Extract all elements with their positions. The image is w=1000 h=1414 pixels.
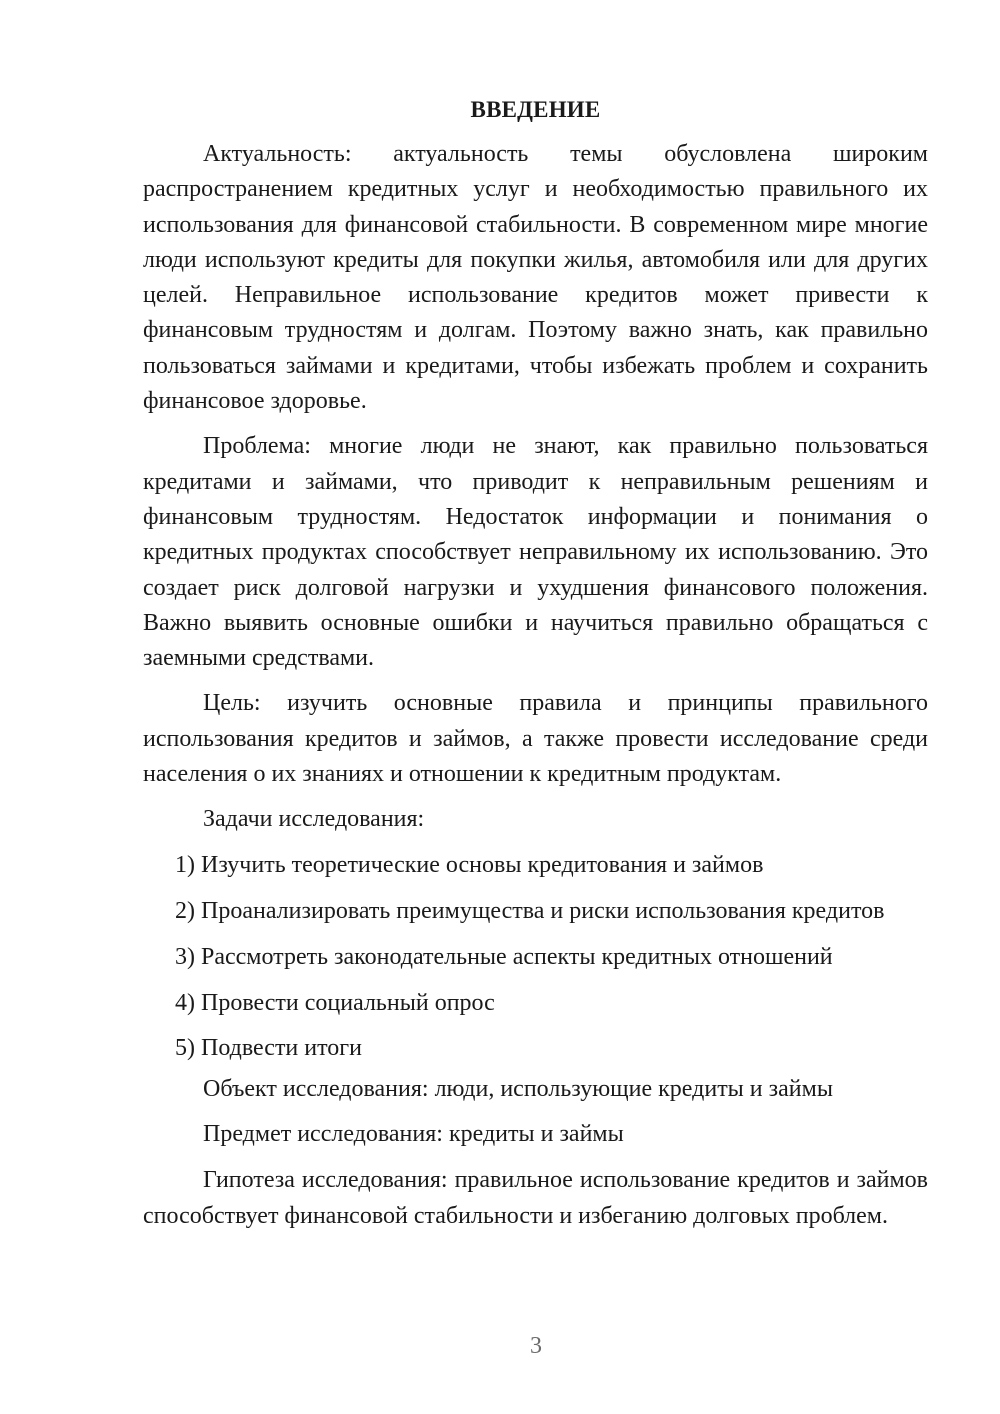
research-subject: Предмет исследования: кредиты и займы	[203, 1121, 624, 1148]
research-object: Объект исследования: люди, использующие кредиты и займы	[203, 1075, 833, 1102]
page-content	[143, 95, 928, 1244]
list-item: 3) Рассмотреть законодательные аспекты кредитных отношений	[175, 943, 833, 970]
hypothesis-paragraph: Гипотеза исследования: правильное использование кредитов и займов способствует финансовой стабильности и избеганию долговых проблем.	[143, 1167, 928, 1229]
list-item: 2) Проанализировать преимущества и риски использования кредитов	[175, 897, 885, 924]
tasks-list	[143, 848, 928, 1066]
tasks-heading: Задачи исследования:	[203, 806, 425, 833]
relevance-paragraph: Актуальность: актуальность темы обусловлена широким распространением кредитных услуг и необходимостью правильного их использования для финансовой стабильности. В современном мире многие люди используют кредиты для покупки жилья, автомобиля или для других целей. Неправильное использование кредитов может привести к финансовым трудностям и долгам. Поэтому важно знать, как правильно пользоваться займами и кредитами, чтобы избежать проблем и сохранить финансовое здоровье.	[143, 141, 928, 415]
list-item: 1) Изучить теоретические основы кредитования и займов	[175, 852, 764, 879]
page-number: 3	[530, 1333, 542, 1359]
section-title: ВВЕДЕНИЕ	[470, 97, 601, 122]
goal-paragraph: Цель: изучить основные правила и принципы правильного использования кредитов и займов, а также провести исследование среди населения о их знаниях и отношении к кредитным продуктам.	[143, 690, 928, 788]
list-item: 4) Провести социальный опрос	[175, 989, 495, 1016]
list-item: 5) Подвести итоги	[175, 1035, 362, 1062]
problem-paragraph: Проблема: многие люди не знают, как правильно пользоваться кредитами и займами, что приводит к неправильным решениям и финансовым трудностям. Недостаток информации и понимания о кредитных продуктах способствует неправильному их использованию. Это создает риск долговой нагрузки и ухудшения финансового положения. Важно выявить основные ошибки и научиться правильно обращаться с заемными средствами.	[143, 433, 928, 672]
